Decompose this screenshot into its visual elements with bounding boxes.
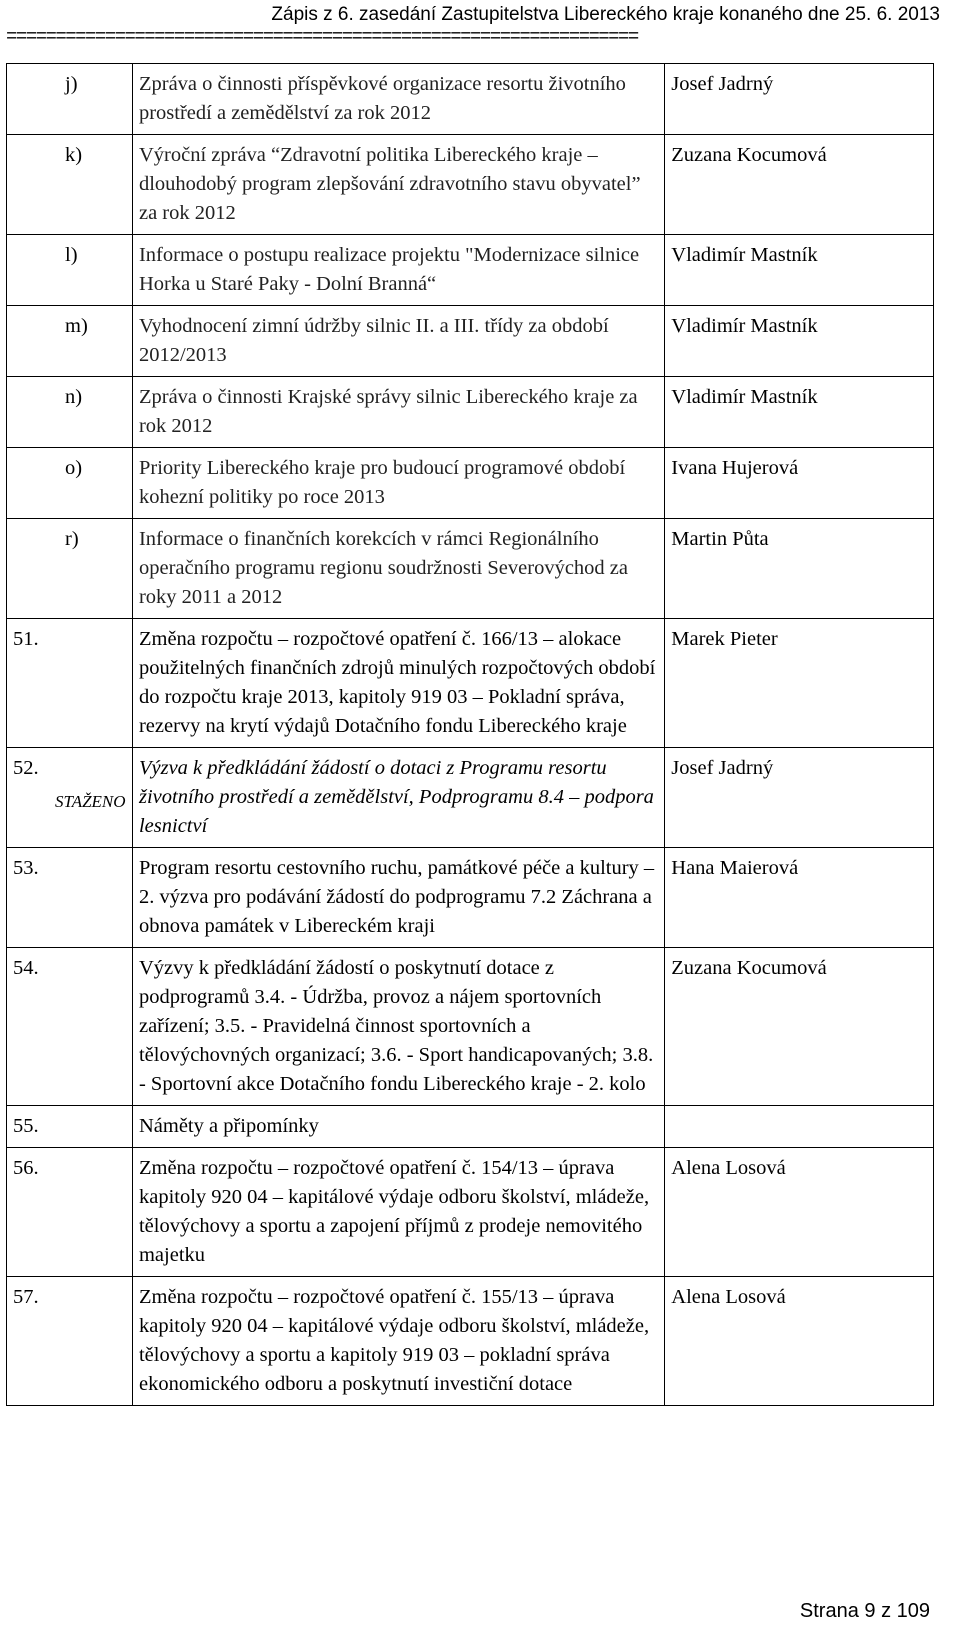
table-row (7, 948, 934, 1106)
table-row (7, 64, 934, 135)
header-rule: ================================================================ (6, 28, 638, 46)
item-id: r) (7, 519, 133, 619)
item-id: 53. (7, 848, 133, 948)
item-id-cell (7, 748, 133, 848)
table-row (7, 619, 934, 748)
item-text: Změna rozpočtu – rozpočtové opatření č. 154/13 – úprava kapitoly 920 04 – kapitálové výdaje odboru školství, mládeže, tělovýchovy a sportu a zapojení příjmů z prodeje nemovitého majetku (132, 1148, 664, 1277)
table-row (7, 848, 934, 948)
item-person: Alena Losová (665, 1277, 934, 1406)
table-row (7, 135, 934, 235)
item-person: Josef Jadrný (665, 748, 934, 848)
withdrawn-note: STAŽENO (55, 792, 126, 811)
table-row (7, 448, 934, 519)
table-row (7, 235, 934, 306)
item-text: Priority Libereckého kraje pro budoucí programové období kohezní politiky po roce 2013 (132, 448, 664, 519)
item-id: j) (7, 64, 133, 135)
table-row (7, 306, 934, 377)
item-person (665, 1106, 934, 1148)
item-text: Výroční zpráva “Zdravotní politika Libereckého kraje – dlouhodobý program zlepšování zdravotního stavu obyvatel” za rok 2012 (132, 135, 664, 235)
item-id: 55. (7, 1106, 133, 1148)
item-id: 54. (7, 948, 133, 1106)
item-person: Vladimír Mastník (665, 377, 934, 448)
item-text: Zpráva o činnosti příspěvkové organizace resortu životního prostředí a zemědělství za rok 2012 (132, 64, 664, 135)
item-id: l) (7, 235, 133, 306)
table-row (7, 748, 934, 848)
page-number: Strana 9 z 109 (799, 1600, 930, 1622)
item-text: Výzvy k předkládání žádostí o poskytnutí dotace z podprogramů 3.4. - Údržba, provoz a nájem sportovních zařízení; 3.5. - Pravidelná činnost sportovních a tělovýchovných organizací; 3.6. - Sport handicapovaných; 3.8. - Sportovní akce Dotačního fondu Libereckého kraje - 2. kolo (132, 948, 664, 1106)
item-text: Vyhodnocení zimní údržby silnic II. a III. třídy za období 2012/2013 (132, 306, 664, 377)
item-person: Zuzana Kocumová (665, 948, 934, 1106)
item-text: Program resortu cestovního ruchu, památkové péče a kultury – 2. výzva pro podávání žádostí do podprogramu 7.2 Záchrana a obnova památek v Libereckém kraji (132, 848, 664, 948)
item-person: Zuzana Kocumová (665, 135, 934, 235)
table-row (7, 1277, 934, 1406)
page-header-title: Zápis z 6. zasedání Zastupitelstva Libereckého kraje konaného dne 25. 6. 2013 (271, 4, 940, 25)
agenda-table (6, 63, 934, 1406)
item-text: Změna rozpočtu – rozpočtové opatření č. 155/13 – úprava kapitoly 920 04 – kapitálové výdaje odboru školství, mládeže, tělovýchovy a sportu a kapitoly 919 03 – pokladní správa ekonomického odboru a poskytnutí investiční dotace (132, 1277, 664, 1406)
item-text: Informace o postupu realizace projektu "Modernizace silnice Horka u Staré Paky - Dolní Branná“ (132, 235, 664, 306)
item-id: o) (7, 448, 133, 519)
item-text: Výzva k předkládání žádostí o dotaci z Programu resortu životního prostředí a zemědělství, Podprogramu 8.4 – podpora lesnictví (132, 748, 664, 848)
item-id: k) (7, 135, 133, 235)
table-row (7, 519, 934, 619)
item-id: 51. (7, 619, 133, 748)
item-text: Informace o finančních korekcích v rámci Regionálního operačního programu regionu soudržnosti Severovýchod za roky 2011 a 2012 (132, 519, 664, 619)
item-person: Hana Maierová (665, 848, 934, 948)
item-person: Martin Půta (665, 519, 934, 619)
item-person: Vladimír Mastník (665, 306, 934, 377)
item-text: Náměty a připomínky (132, 1106, 664, 1148)
item-id: m) (7, 306, 133, 377)
item-person: Josef Jadrný (665, 64, 934, 135)
item-person: Vladimír Mastník (665, 235, 934, 306)
item-person: Ivana Hujerová (665, 448, 934, 519)
item-id: 57. (7, 1277, 133, 1406)
item-person: Marek Pieter (665, 619, 934, 748)
item-id: 52. (13, 757, 39, 779)
item-text: Změna rozpočtu – rozpočtové opatření č. 166/13 – alokace použitelných finančních zdrojů minulých rozpočtových období do rozpočtu kraje 2013, kapitoly 919 03 – Pokladní správa, rezervy na krytí výdajů Dotačního fondu Libereckého kraje (132, 619, 664, 748)
table-row (7, 377, 934, 448)
item-person: Alena Losová (665, 1148, 934, 1277)
item-id: n) (7, 377, 133, 448)
item-text: Zpráva o činnosti Krajské správy silnic Libereckého kraje za rok 2012 (132, 377, 664, 448)
table-row (7, 1106, 934, 1148)
table-row (7, 1148, 934, 1277)
item-id: 56. (7, 1148, 133, 1277)
